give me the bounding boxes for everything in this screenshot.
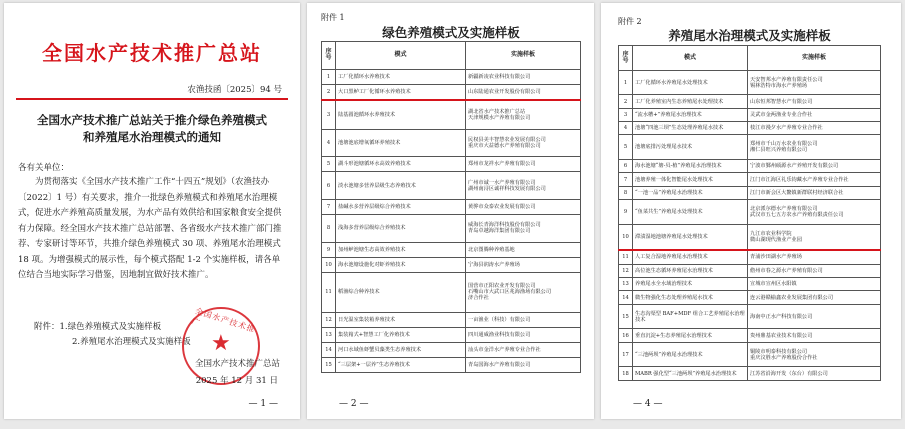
row-number: 18 (619, 367, 633, 381)
table-row (322, 157, 581, 172)
row-model: 河口水域鱼虾蟹贝藻类生态养殖技术 (336, 342, 466, 357)
table-row (322, 257, 581, 272)
attachment-1: 附件：1.绿色养殖模式及实施样板 (34, 322, 162, 332)
row-number: 11 (322, 272, 336, 313)
page-number: — 1 — (248, 399, 278, 409)
table-row (322, 84, 581, 100)
row-model: MABR 强化型“三池两坝”养殖尾水治理技术 (633, 367, 748, 381)
row-model: 加州鲈池塘生态高效养殖技术 (336, 242, 466, 257)
row-model: 养殖尾水全水域治理技术 (633, 278, 748, 291)
row-number: 6 (322, 172, 336, 200)
header-sample: 实施样板 (748, 46, 881, 71)
row-number: 12 (619, 264, 633, 277)
row-model: 工厂化循环水养殖技术 (336, 69, 466, 84)
table-row (322, 242, 581, 257)
row-model: 海水池塘“塘-贝-植”养殖尾水治理技术 (633, 160, 748, 173)
row-number: 7 (322, 199, 336, 214)
table-row (619, 95, 881, 108)
row-sample: 湖北省水产技术推广总站 天津规模水产养殖有限公司 (466, 100, 581, 129)
row-number: 10 (322, 257, 336, 272)
row-sample: 郑州市千山万水农业有限公司 湘仁县旺兴养殖有限公司 (748, 135, 881, 160)
row-model: 海水池塘设施化对虾养殖技术 (336, 257, 466, 272)
body-paragraph: 为贯彻落实《全国水产技术推广工作“十四五”规划》（农渔技办〔2022〕1 号）有关要求，推介一批绿色养殖模式和养殖尾水治理模式，促进水产养殖高质量发展，为水产品有效供给和国家粮食安全提供有力保障。经全国水产技术推广总站部署、各省级水产技术推广部门推荐、专家研讨等环节，共推介绿色养殖模式 30 项、养殖尾水治理模式 18 项。为增强模式的展示性，每个模式搭配 1-2 个实施样板，请各单位结合当地实际学习借鉴，因地制宜做好技术推广。 (18, 177, 282, 280)
row-number: 5 (322, 157, 336, 172)
table-row (322, 357, 581, 372)
attachment-2-page (601, 3, 901, 419)
row-model: 工厂化养殖室内生态养殖尾水处理技术 (633, 95, 748, 108)
issue-date: 2025 年 12 月 31 日 (195, 376, 278, 386)
row-sample: 山东恒邦智慧水产有限公司 (748, 95, 881, 108)
table-row (619, 122, 881, 135)
table-row (322, 199, 581, 214)
table-title: 养殖尾水治理模式及实施样板 (668, 28, 831, 43)
row-sample: 海南中正水产科技有限公司 (748, 304, 881, 329)
attachment-list (34, 320, 191, 350)
row-sample: 宁波市鄞州硕源水产养殖开发有限公司 (748, 160, 881, 173)
row-model: 日光温室集装箱养殖技术 (336, 313, 466, 328)
row-model: 大口黑鲈工厂化循环水养殖技术 (336, 84, 466, 100)
row-number: 9 (619, 200, 633, 225)
row-number: 7 (619, 173, 633, 186)
row-number: 14 (322, 342, 336, 357)
row-model: 生态沟渠型 BAF+MDF 组合工艺养殖尾水治理技术 (633, 304, 748, 329)
table-row (619, 224, 881, 250)
row-sample: 山东陆通农业开发股份有限公司 (466, 84, 581, 100)
row-sample: 江门市新会区大鳌镇新群联村经济联合社 (748, 186, 881, 199)
signature: 全国水产技术推广总站 (194, 359, 280, 369)
table-row (619, 173, 881, 186)
row-model: “三层架+一层养”生态养殖技术 (336, 357, 466, 372)
heading-line-2: 和养殖尾水治理模式的通知 (83, 130, 221, 144)
row-sample: 四川通威渔业科技有限公司 (466, 328, 581, 343)
table-row (619, 329, 881, 342)
row-model: 池塘底排污处理尾水技术 (633, 135, 748, 160)
row-number: 10 (619, 224, 633, 250)
row-number: 16 (619, 329, 633, 342)
table-row (322, 100, 581, 129)
row-model: 人工复合湿地养殖尾水治理技术 (633, 250, 748, 264)
row-sample: 黄骅市众泰农业发展有限公司 (466, 199, 581, 214)
row-number: 2 (322, 84, 336, 100)
row-model: 淡水池塘多营养层级生态养殖技术 (336, 172, 466, 200)
row-model: 湖斗形池塘循环水高效养殖技术 (336, 157, 466, 172)
row-model: 池塘养殖一体化智能尾水处理技术 (633, 173, 748, 186)
red-divider (16, 98, 288, 100)
row-sample: 连云港赣榆鑫农业发展集团有限公司 (748, 291, 881, 304)
row-model: “一池一品”养殖尾水治理技术 (633, 186, 748, 199)
table-row (619, 200, 881, 225)
row-sample: 北京图腾种养殖基地 (466, 242, 581, 257)
green-models-table (321, 41, 581, 373)
row-sample: 天安智邦水产养殖有限责任公司 锡林浩特市海水产养殖场 (748, 70, 881, 95)
table-title: 绿色养殖模式及实施样板 (382, 25, 520, 40)
row-sample: 贵州鼎基农业技术有限公司 (748, 329, 881, 342)
row-sample: 广州市诚一水产养殖有限公司 湖州南浔区诚祥科技发展有限公司 (466, 172, 581, 200)
header-no: 序号 (322, 42, 336, 70)
row-sample: 铜陵市明泰科技有限公司 重庆汶胜水产养殖股份合作社 (748, 342, 881, 367)
salutation: 各有关单位： (18, 163, 70, 173)
row-number: 13 (619, 278, 633, 291)
table-row (619, 304, 881, 329)
table-row (619, 70, 881, 95)
heading-line-1: 全国水产技术推广总站关于推介绿色养殖模式 (37, 113, 267, 127)
row-sample: 江苏省沿海开发（东台）有限公司 (748, 367, 881, 381)
row-model: 陆基圆池循环水养殖技术 (336, 100, 466, 129)
row-number: 1 (619, 70, 633, 95)
row-model: 浅海多营养层级综合养殖技术 (336, 214, 466, 242)
row-sample: 江门市江海区礼乐钧藏水产养殖专业合作社 (748, 173, 881, 186)
seal-text: 全国水产技术推广 (190, 306, 257, 335)
row-sample: 宣城市宣州区水阳镇 (748, 278, 881, 291)
row-model: “流水槽+”养殖尾水治理技术 (633, 108, 748, 121)
row-number: 3 (619, 108, 633, 121)
header-model: 模式 (336, 42, 466, 70)
table-header-row (322, 42, 581, 70)
row-number: 2 (619, 95, 633, 108)
row-model: 垂直沉淀+生态养殖尾水治理技术 (633, 329, 748, 342)
row-number: 4 (322, 129, 336, 157)
table-row (322, 129, 581, 157)
row-number: 14 (619, 291, 633, 304)
table-row (322, 172, 581, 200)
notice-heading (18, 112, 286, 146)
table-row (619, 186, 881, 199)
notice-page (4, 3, 300, 419)
row-number: 8 (322, 214, 336, 242)
row-number: 12 (322, 313, 336, 328)
row-model: 集装箱式+智慧工厂化养殖技术 (336, 328, 466, 343)
header-sample: 实施样板 (466, 42, 581, 70)
row-sample: 儋州市春之源水产养殖有限公司 (748, 264, 881, 277)
row-model: 池塘“四池三坝”生态处理养殖尾水技术 (633, 122, 748, 135)
attachment-label: 附件 1 (321, 13, 345, 22)
row-number: 4 (619, 122, 633, 135)
row-number: 11 (619, 250, 633, 264)
table-row (322, 328, 581, 343)
row-sample: 青岛国海水产养殖有限公司 (466, 357, 581, 372)
table-row (322, 272, 581, 313)
row-number: 13 (322, 328, 336, 343)
row-sample: 灵武市金两渔业专业合作社 (748, 108, 881, 121)
row-sample: 新疆新凌农业科技有限公司 (466, 69, 581, 84)
row-number: 1 (322, 69, 336, 84)
table-row (322, 214, 581, 242)
row-sample: 枝江市漫夕水产养殖专业合作社 (748, 122, 881, 135)
row-number: 5 (619, 135, 633, 160)
row-number: 15 (619, 304, 633, 329)
row-model: 盐碱水多营养层级综合养殖技术 (336, 199, 466, 214)
row-model: 高位池生态循环养殖尾水治理技术 (633, 264, 748, 277)
row-number: 9 (322, 242, 336, 257)
notice-body (18, 175, 286, 284)
row-sample: 青浦沙田湖水产养殖场 (748, 250, 881, 264)
table-row (619, 264, 881, 277)
document-number: 农渔技函〔2025〕94 号 (187, 85, 282, 95)
row-sample: 北京派尔德水产养殖有限公司 武汉市五七五方农水产养殖有限责任公司 (748, 200, 881, 225)
row-model: 微生物强化生态处理养殖尾水技术 (633, 291, 748, 304)
table-row (322, 342, 581, 357)
table-row (619, 342, 881, 367)
row-model: “鱼菜共生”养殖尾水处理技术 (633, 200, 748, 225)
table-row (619, 160, 881, 173)
attachment-1-page (307, 3, 594, 419)
attachment-label: 附件 2 (618, 17, 642, 26)
attachment-2: 2.养殖尾水治理模式及实施样板 (72, 337, 191, 347)
row-model: “三池两坝”养殖尾水治理技术 (633, 342, 748, 367)
row-sample: 一亩渔业（科技）有限公司 (466, 313, 581, 328)
table-row (322, 69, 581, 84)
table-row (619, 135, 881, 160)
page-number: — 2 — (339, 399, 369, 409)
row-number: 15 (322, 357, 336, 372)
row-model: 池塘池底增氧循环养殖技术 (336, 129, 466, 157)
row-number: 3 (322, 100, 336, 129)
table-row (619, 291, 881, 304)
row-model: 工厂化循环水养殖尾水处理技术 (633, 70, 748, 95)
row-model: 滞渍湿地池塘养殖尾水处理技术 (633, 224, 748, 250)
row-sample: 九江市农业科学院 微山湖现代渔业产业园 (748, 224, 881, 250)
table-row (619, 367, 881, 381)
issuer-title: 全国水产技术推广总站 (42, 41, 262, 65)
row-number: 17 (619, 342, 633, 367)
table-row (322, 313, 581, 328)
row-sample: 郑州市龙祥水产养殖有限公司 (466, 157, 581, 172)
seal-star-icon: ★ (211, 331, 231, 356)
row-number: 6 (619, 160, 633, 173)
table-header-row (619, 46, 881, 71)
row-sample: 汕头市金洋水产养殖专业合作社 (466, 342, 581, 357)
row-sample: 威海长青海洋科技股份有限公司 青岛卓越海洋集团有限公司 (466, 214, 581, 242)
row-sample: 宁海县润涛水产养殖场 (466, 257, 581, 272)
header-model: 模式 (633, 46, 748, 71)
page-number: — 4 — (633, 399, 663, 409)
table-row (619, 108, 881, 121)
row-model: 稻渔综合种养技术 (336, 272, 466, 313)
row-sample: 民权县美丰智慧农业发展有限公司 重庆市大益德水产养殖有限公司 (466, 129, 581, 157)
row-sample: 国营市正阳农业开发有限公司 石嘴山市大武口区兆海渔场有限公司 济合作社 (466, 272, 581, 313)
table-row (619, 250, 881, 264)
header-no: 序号 (619, 46, 633, 71)
row-number: 8 (619, 186, 633, 199)
table-row (619, 278, 881, 291)
wastewater-models-table (618, 45, 881, 381)
